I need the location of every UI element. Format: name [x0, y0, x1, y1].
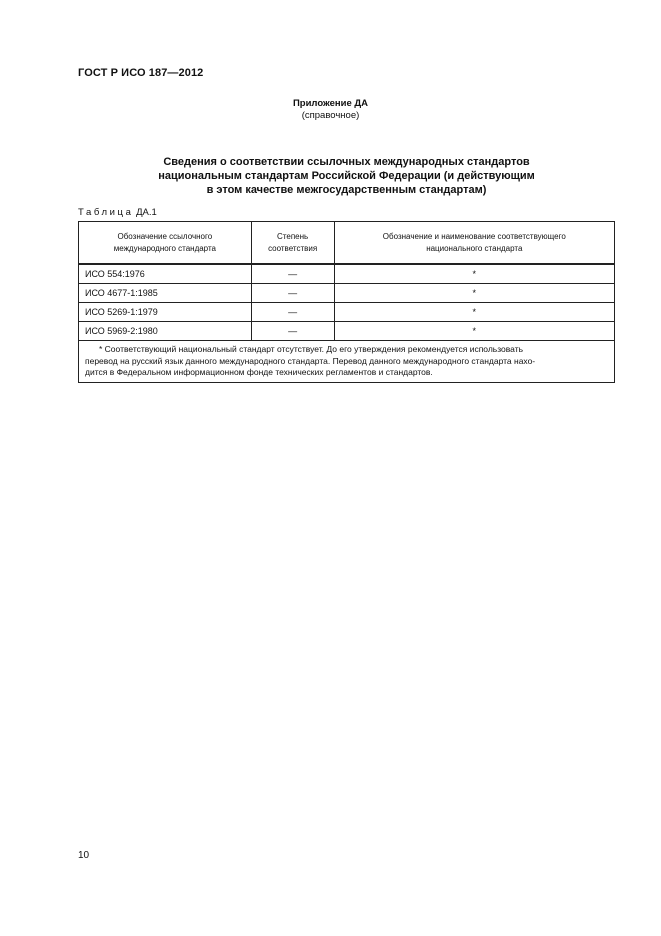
document-standard-code: ГОСТ Р ИСО 187—2012	[78, 67, 204, 79]
table-footnote	[79, 341, 615, 383]
cell-ref: ИСО 5969-2:1980	[79, 322, 252, 341]
table-caption	[78, 207, 157, 218]
cell-ref: ИСО 5269-1:1979	[79, 303, 252, 322]
table-row	[79, 264, 615, 284]
header-ref-standard	[79, 222, 252, 265]
footnote-line-2: перевод на русский язык данного международного стандарта. Перевод данного международного стандарта нахо-	[85, 355, 536, 366]
header-ref-standard-line2: международного стандарта	[113, 243, 216, 253]
header-degree-line2: соответствия	[268, 243, 318, 253]
cell-national: *	[334, 303, 614, 322]
heading-line-1: Сведения о соответствии ссылочных международных стандартов	[163, 156, 530, 168]
table-caption-number: ДА.1	[136, 207, 157, 218]
footnote-line-1: * Соответствующий национальный стандарт отсутствует. До его утверждения рекомендуется использовать	[99, 344, 524, 354]
annex-label	[0, 98, 661, 121]
standards-correspondence-table	[78, 221, 615, 383]
header-national-standard-line2: национального стандарта	[426, 243, 523, 253]
table-footnote-row	[79, 341, 615, 383]
cell-ref: ИСО 554:1976	[79, 264, 252, 284]
annex-type: (справочное)	[301, 109, 360, 121]
annex-heading	[0, 155, 661, 197]
header-degree	[251, 222, 334, 265]
footnote-line-3: дится в Федеральном информационном фонде технических регламентов и стандартов.	[85, 367, 433, 377]
cell-national: *	[334, 284, 614, 303]
heading-line-3: в этом качестве межгосударственным стандартам)	[206, 184, 487, 196]
table-row	[79, 303, 615, 322]
heading-line-2: национальным стандартам Российской Федерации (и действующим	[158, 170, 535, 182]
table-header-row	[79, 222, 615, 265]
table-caption-prefix: Таблица	[78, 207, 134, 218]
cell-degree: —	[251, 284, 334, 303]
header-national-standard	[334, 222, 614, 265]
page-number: 10	[78, 850, 90, 861]
header-degree-line1: Степень	[277, 231, 309, 241]
cell-national: *	[334, 322, 614, 341]
cell-degree: —	[251, 322, 334, 341]
cell-degree: —	[251, 303, 334, 322]
header-national-standard-line1: Обозначение и наименование соответствующего	[382, 231, 566, 241]
cell-degree: —	[251, 264, 334, 284]
cell-ref: ИСО 4677-1:1985	[79, 284, 252, 303]
cell-national: *	[334, 264, 614, 284]
annex-title: Приложение ДА	[292, 98, 369, 109]
header-ref-standard-line1: Обозначение ссылочного	[117, 231, 213, 241]
table-row	[79, 284, 615, 303]
table-row	[79, 322, 615, 341]
